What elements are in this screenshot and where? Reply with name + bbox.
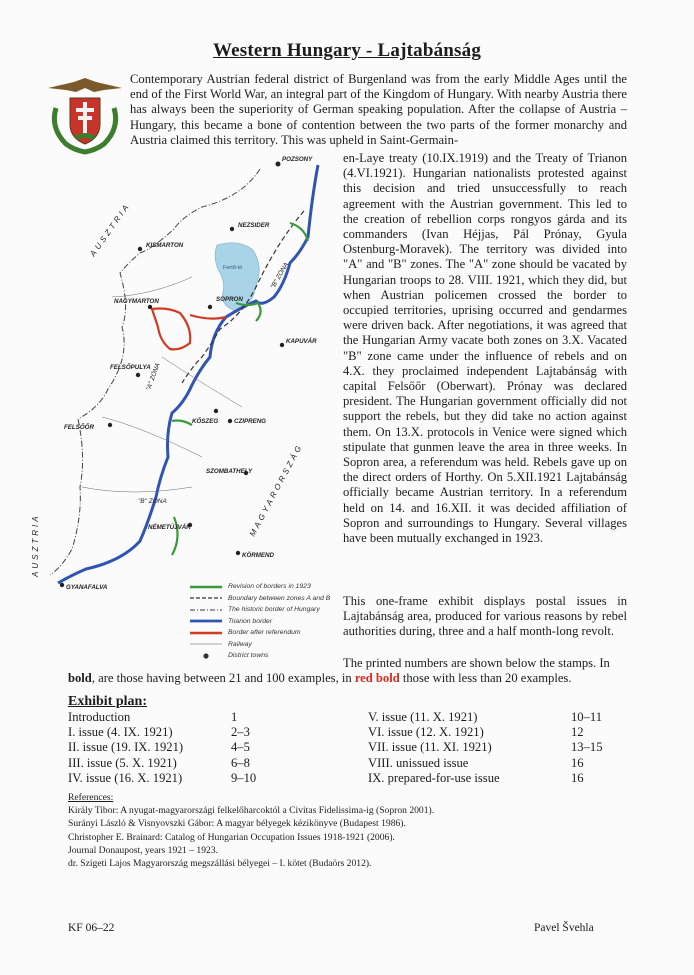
plan-pages: 2–3 [231,725,250,740]
exhibit-plan-heading: Exhibit plan: [68,694,147,709]
legend-label: District towns [228,652,269,660]
plan-pages: 4–5 [231,740,250,755]
printed-numbers-note [68,656,628,686]
town-label: NAGYMARTON [114,298,159,305]
town-label: NEZSIDER [238,222,270,229]
bold-word: bold [68,671,92,686]
country-label: AUSZTRIA [88,200,133,259]
plan-pages: 16 [571,770,584,785]
town-label: GYANAFALVA [66,584,108,591]
town-dot [230,227,234,231]
town-dot [60,583,64,587]
plan-label: Introduction [68,710,131,724]
town-dot [138,247,142,251]
legend-item [190,593,330,605]
legend-item [190,581,330,593]
town-label: KAPUVÁR [286,338,317,345]
printed-end: those with less than 20 examples. [399,671,572,686]
plan-row [368,725,602,740]
legend-label: Railway [228,640,252,648]
page-title: Western Hungary - Lajtabánság [212,40,482,61]
plan-pages: 1 [231,710,238,724]
town-dot [214,409,218,413]
town-label: KÖRMEND [242,552,274,559]
plan-row [368,710,602,725]
town-dot [136,373,140,377]
legend-swatch [190,628,222,638]
exhibit-plan-left [68,710,256,786]
legend-label: Border after referendum [228,629,301,637]
town-dot [208,305,212,309]
legend-item [190,616,330,628]
exhibit-plan-right [368,710,602,786]
town-label: POZSONY [282,156,313,163]
town-label: NÉMETÚJVÁR [148,524,191,531]
town-dot [276,162,281,167]
plan-label: V. issue (11. X. 1921) [368,710,478,724]
zone-label: "B" ZÓNA [138,498,167,505]
town-label: FELSŐPULYA [110,364,151,371]
references-heading: References: [68,792,114,803]
plan-label: IX. prepared-for-use issue [368,770,500,785]
intro-paragraph: Contemporary Austrian federal district of Burgenland was from the early Middle Ages until the end of the First World War, an integral part of the Kingdom of Hungary. With nearby Austria there has always been the superiority of German speaking population. After the collapse of Austria – Hungary, this became a bone of contention between the two parts of the former monarchy and Austria claimed this territory. This was upheld in Saint-Germain- [130,72,627,147]
red-bold-word: red bold [354,671,400,686]
plan-row [68,771,256,786]
legend-item [190,639,330,651]
town-label: SZOMBATHELY [206,468,253,475]
plan-row [68,710,256,725]
country-label: MAGYARORSZÁG [247,441,305,538]
legend-label: Boundary between zones A and B [228,594,331,602]
legend-swatch [190,639,222,649]
history-paragraph: en-Laye treaty (10.IX.1919) and the Treaty of Trianon (4.VI.1921). Hungarian nationalists protested against this decision and tried unsuccessfully to reach agreement with the Austrian government. This led to the creation of rebellion corps rongyos gárda and its commanders (Ivan Héjjas, Pál Prónay, Gyula Ostenburg-Moravek). The territory was divided into "A" and "B" zones. The "A" zone should be vacated by Hungarian troops to 28. VIII. 1921, which they did, but when Austrian policemen crossed the border to occupied territories, uprising occurred and gendarmes were driven back. After negotiations, it was agreed that the Hungarian Army vacate both zones on 3.X. Vacated "B" zone came under the influence of rebels and on 4.X. they proclaimed independent Lajtabánság with capital Felsőőr (Oberwart). Prónay was declared president. The Hungarian government officially did not support the rebels, but they did take no action against them. On 13.X. protocols in Venice were signed which stipulate that gunmen leave the area in three weeks. In Sopron area, a referendum was held. Rebels gave up on the direct orders of Horthy. On 5.XII.1921 Lajtabánság officially became Austrian territory. In a referendum held on 14. and 16.XII. it was decided affiliation of Sopron and surroundings to Hungary. Several villages have been mutually exchanged in 1923. [343,151,627,546]
zone-label: "B" ZÓNA [269,261,291,290]
printed-line1: The printed numbers are shown below the stamps. In [343,656,610,670]
legend-label: Trianon border [228,617,273,625]
town-dot [236,551,240,555]
plan-label: VIII. unissued issue [368,755,469,770]
plan-label: IV. issue (16. X. 1921) [68,770,183,785]
reference-item: Journal Donaupost, years 1921 – 1923. [68,844,219,856]
plan-label: III. issue (5. X. 1921) [68,755,177,770]
plan-pages: 6–8 [231,755,250,770]
footer-author: Pavel Švehla [534,922,594,934]
plan-label: II. issue (19. IX. 1921) [68,740,184,755]
printed-mid: , are those having between 21 and 100 examples, in [91,671,355,686]
legend-label: Revision of borders in 1923 [228,583,311,591]
plan-row [368,771,602,786]
plan-pages: 9–10 [231,770,257,785]
legend-swatch [190,605,222,615]
legend-item [190,627,330,639]
plan-label: VI. issue (12. X. 1921) [368,725,484,740]
legend-swatch [190,582,222,592]
country-label: AUSZTRIA [31,513,40,577]
legend-item [190,604,330,616]
burgenland-map [31,156,342,597]
legend-label: The historic border of Hungary [228,606,320,614]
town-label: CZIPRENG [234,418,266,425]
plan-pages: 10–11 [571,710,603,724]
plan-row [68,756,256,771]
plan-pages: 16 [571,755,584,770]
hungarian-coat-of-arms-emblem [44,78,126,154]
zone-label: "A" ZÓNA [145,362,162,392]
footer-code: KF 06–22 [68,922,115,934]
town-label: SOPRON [216,296,243,303]
plan-row [368,740,602,755]
town-dot [148,305,152,309]
reference-item: dr. Szigeti Lajos Magyarország megszállási bélyegei – I. kötet (Budaörs 2012). [68,858,372,870]
legend-swatch [190,593,222,603]
legend-swatch [190,616,222,626]
reference-item: Surányi László & Visnyovszki Gábor: A magyar bélyegek kézikönyve (Budapest 1986). [68,818,406,830]
exhibit-description: This one-frame exhibit displays postal issues in Lajtabánság area, produced for various reasons by rebel authorities during, three and a half month-long revolt. [343,594,627,639]
reference-item: Király Tibor: A nyugat-magyarországi felkelőharcoktól a Civitas Fidelissima-ig (Sopron 2001). [68,805,435,817]
town-label: KŐSZEG [192,418,219,425]
plan-pages: 13–15 [571,740,603,755]
town-label: FELSŐŐR [64,424,94,431]
town-dot [280,343,284,347]
town-dot [228,419,232,423]
lake-label: Fertő-tó [223,265,243,271]
town-dot [108,423,112,427]
reference-item: Christopher E. Brainard: Catalog of Hungarian Occupation Issues 1918-1921 (2006). [68,831,395,843]
plan-row [68,725,256,740]
plan-row [368,756,602,771]
plan-row [68,740,256,755]
map-legend [190,581,330,662]
plan-label: I. issue (4. IX. 1921) [68,725,173,740]
references [68,791,628,870]
plan-label: VII. issue (11. XI. 1921) [368,740,492,755]
plan-pages: 12 [571,725,584,740]
town-label: KISMARTON [146,242,184,249]
